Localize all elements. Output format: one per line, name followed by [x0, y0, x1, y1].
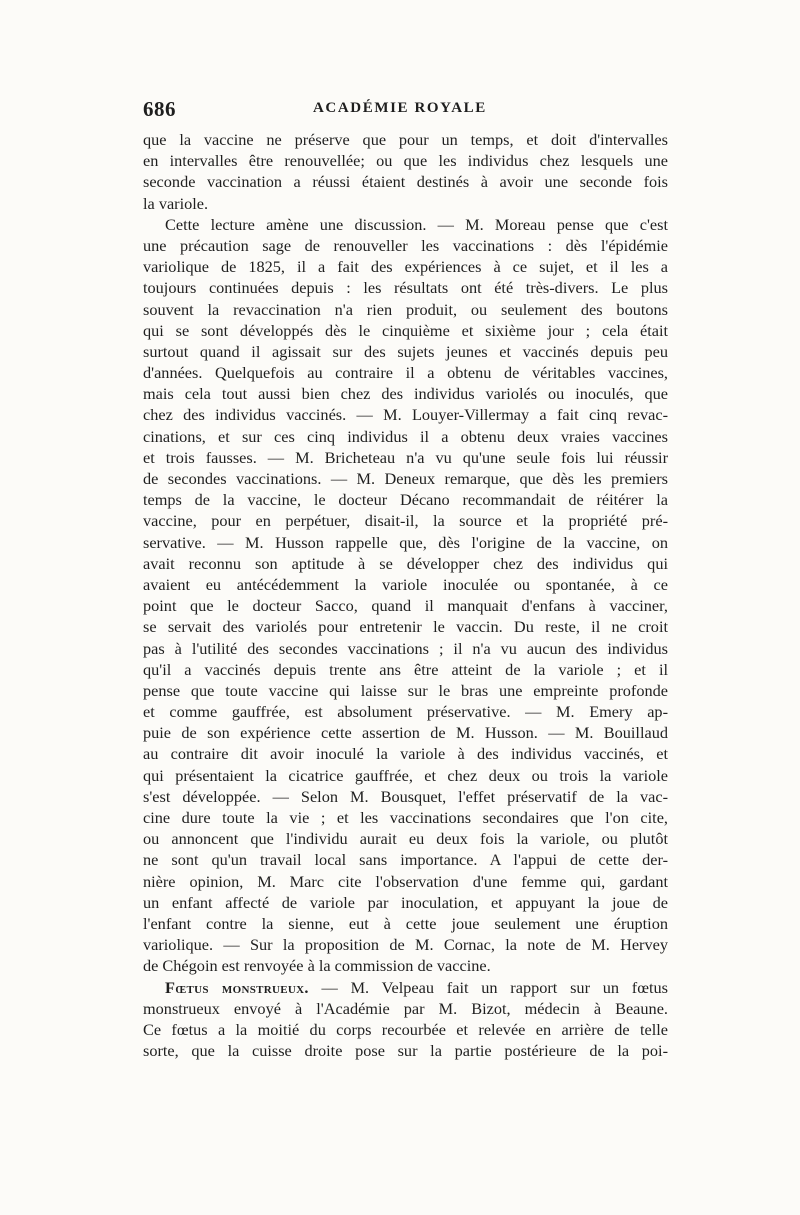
text-line: pense que toute vaccine qui laisse sur le bras une empreinte profonde: [143, 680, 668, 700]
text-line: seconde vaccination a réussi étaient destinés à avoir une seconde fois: [143, 172, 668, 192]
text-line: cinations, et sur ces cinq individus il a obtenu deux vraies vaccines: [143, 426, 668, 446]
text-line-remainder: — M. Velpeau fait un rapport sur un fœtus: [321, 977, 668, 997]
text-line: ne sont qu'un travail local sans importance. A l'appui de cette der-: [143, 850, 668, 870]
text-line: s'est développée. — Selon M. Bousquet, l'effet préservatif de la vac-: [143, 786, 668, 806]
text-line: d'années. Quelquefois au contraire il a obtenu de véritables vaccines,: [143, 363, 668, 383]
text-line: pas à l'utilité des secondes vaccinations ; il n'a vu aucun des individus: [143, 638, 668, 658]
text-line: point que le docteur Sacco, quand il manquait d'enfans à vacciner,: [143, 596, 668, 616]
text-line: cine dure toute la vie ; et les vaccinations secondaires que l'on cite,: [143, 808, 668, 827]
text-line: de secondes vaccinations. — M. Deneux remarque, que dès les premiers: [143, 469, 668, 488]
text-line: qu'il a vaccinés depuis trente ans être atteint de la variole ; et il: [143, 659, 668, 679]
text-line: Ce fœtus a la moitié du corps recourbée et relevée en arrière de telle: [143, 1019, 668, 1039]
text-line: temps de la vaccine, le docteur Décano recommandait de réitérer la: [143, 490, 668, 510]
page-number: 686: [143, 97, 176, 121]
running-head: ACADÉMIE ROYALE: [313, 100, 487, 116]
text-line: chez des individus vaccinés. — M. Louyer-Villermay a fait cinq revac-: [143, 405, 668, 425]
text-line: et trois fausses. — M. Bricheteau n'a vu qu'une seule fois lui réussir: [143, 447, 668, 467]
text-line: nière opinion, M. Marc cite l'observation d'une femme qui, gardant: [143, 871, 668, 891]
text-line: ou annoncent que l'individu aurait eu deux fois la variole, ou plutôt: [143, 829, 668, 849]
body-text: [143, 129, 668, 1061]
text-line: qui présentaient la cicatrice gauffrée, et chez deux ou trois la variole: [143, 765, 668, 785]
text-line: variolique de 1825, il a fait des expériences à ce sujet, et il les a: [143, 257, 668, 277]
text-line: une précaution sage de renouveller les vaccinations : dès l'épidémie: [143, 235, 668, 255]
text-line: au contraire dit avoir inoculé la variole à des individus vaccinés, et: [143, 744, 668, 764]
text-line: servative. — M. Husson rappelle que, dès l'origine de la vaccine, on: [143, 532, 668, 552]
text-line: sorte, que la cuisse droite pose sur la partie postérieure de la poi-: [143, 1041, 668, 1061]
text-line: toujours continuées depuis : les résultats ont été très-divers. Le plus: [143, 278, 668, 298]
text-line: qui se sont développés dès le cinquième et sixième jour ; cela était: [143, 320, 668, 340]
section-label: Fœtus monstrueux.: [165, 977, 309, 997]
text-line: variolique. — Sur la proposition de M. Cornac, la note de M. Hervey: [143, 935, 668, 955]
text-line: vaccine, pour en perpétuer, disait-il, la source et la propriété pré-: [143, 511, 668, 531]
page-header: [143, 97, 663, 123]
text-line: souvent la revaccination n'a rien produit, ou seulement des boutons: [143, 299, 668, 319]
text-line: se servait des variolés pour entretenir le vaccin. Du reste, il ne croit: [143, 617, 668, 637]
text-line: mais cela tout aussi bien chez des individus variolés ou inoculés, que: [143, 384, 668, 404]
text-line: que la vaccine ne préserve que pour un temps, et doit d'intervalles: [143, 130, 668, 149]
text-line: puie de son expérience cette assertion de M. Husson. — M. Bouillaud: [143, 723, 668, 743]
text-line: de Chégoin est renvoyée à la commission de vaccine.: [143, 956, 491, 976]
text-line: l'enfant contre la sienne, eut à cette joue seulement une éruption: [143, 913, 668, 933]
text-line: Cette lecture amène une discussion. — M. Moreau pense que c'est: [165, 214, 668, 234]
text-line: en intervalles être renouvellée; ou que les individus chez lesquels une: [143, 151, 668, 171]
text-line-section-start: [143, 977, 668, 998]
text-line: et comme gauffrée, est absolument préservative. — M. Emery ap-: [143, 702, 668, 722]
text-line: avait reconnu son aptitude à se développer chez des individus qui: [143, 553, 668, 573]
text-line: monstrueux envoyé à l'Académie par M. Bizot, médecin à Beaune.: [143, 998, 668, 1018]
text-line: surtout quand il agissait sur des sujets jeunes et vaccinés depuis peu: [143, 341, 668, 361]
text-line: avaient eu antécédemment la variole inoculée ou spontanée, à ce: [143, 574, 668, 594]
text-line: la variole.: [143, 193, 209, 213]
text-line: un enfant affecté de variole par inoculation, et appuyant la joue de: [143, 892, 668, 912]
